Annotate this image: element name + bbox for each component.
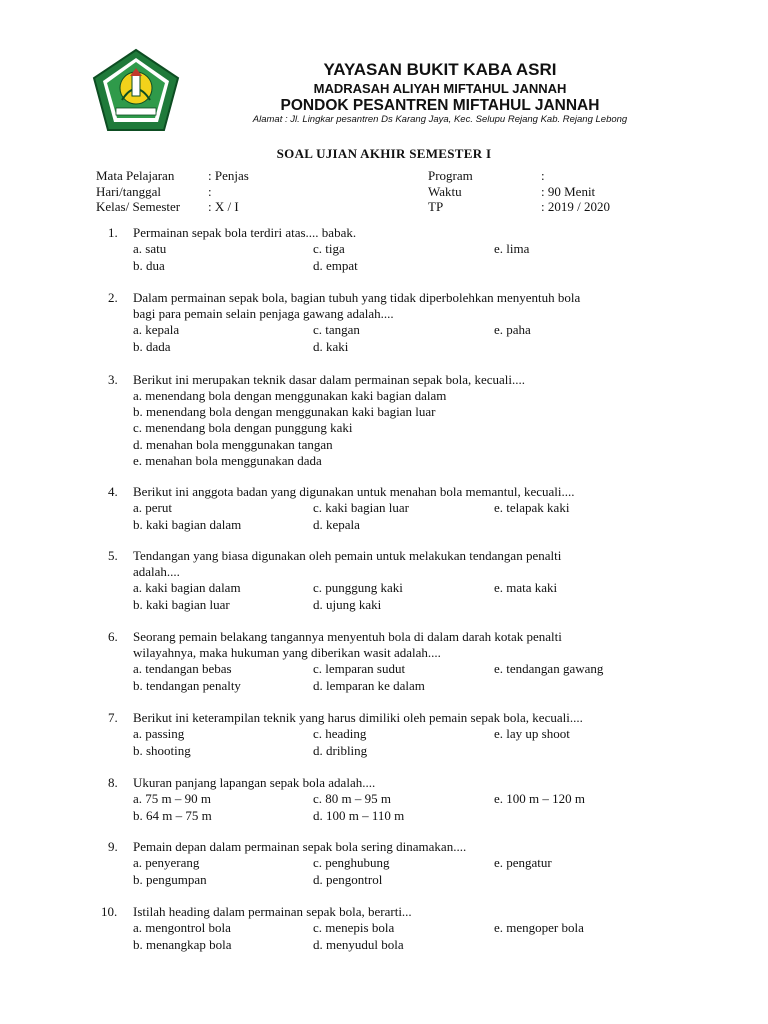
answer-option: c. punggung kaki — [313, 580, 403, 595]
answer-option: d. kaki — [313, 338, 349, 354]
answer-option: a. penyerang — [133, 855, 200, 870]
question-text: Berikut ini keterampilan teknik yang harus dimiliki oleh pemain sepak bola, kecuali.... — [133, 710, 583, 725]
answer-option: b. menangkap bola — [133, 936, 232, 952]
answer-options — [133, 241, 668, 274]
question-number: 5. — [108, 548, 118, 563]
option-row — [133, 855, 668, 872]
answer-option: c. penghubung — [313, 855, 390, 870]
question-text: bagi para pemain selain penjaga gawang adalah.... — [133, 306, 394, 321]
answer-options — [133, 726, 668, 759]
meta-right-value: : 2019 / 2020 — [541, 199, 610, 214]
meta-left-value: : X / I — [208, 199, 239, 214]
answer-option: e. 100 m – 120 m — [494, 791, 585, 806]
answer-option: c. 80 m – 95 m — [313, 791, 391, 806]
answer-option: b. dua — [133, 257, 165, 273]
answer-option: b. kaki bagian dalam — [133, 516, 242, 532]
answer-option: c. heading — [313, 726, 367, 741]
question — [108, 548, 668, 613]
answer-option: b. 64 m – 75 m — [133, 807, 212, 823]
answer-option: d. lemparan ke dalam — [313, 677, 425, 693]
meta-left-value: : — [208, 184, 212, 199]
question — [108, 290, 668, 355]
meta-right-label: Waktu — [428, 184, 462, 199]
option-row — [133, 322, 668, 339]
answer-option: d. menyudul bola — [313, 936, 404, 952]
question-text: Permainan sepak bola terdiri atas.... babak. — [133, 225, 357, 240]
question — [108, 775, 668, 824]
answer-options — [133, 920, 668, 953]
answer-option: d. kepala — [313, 516, 360, 532]
question — [108, 710, 668, 759]
option-row — [133, 678, 668, 695]
answer-options — [133, 322, 668, 355]
answer-option: e. tendangan gawang — [494, 661, 604, 676]
question — [108, 484, 668, 533]
option-row — [133, 241, 668, 258]
answer-option: a. menendang bola dengan menggunakan kaki bagian dalam — [133, 388, 447, 403]
madrasah-name: MADRASAH ALIYAH MIFTAHUL JANNAH — [313, 81, 567, 96]
exam-title: SOAL UJIAN AKHIR SEMESTER I — [276, 146, 492, 161]
question-text: Tendangan yang biasa digunakan oleh pemain untuk melakukan tendangan penalti — [133, 548, 562, 563]
option-row — [133, 791, 668, 808]
answer-option: e. pengatur — [494, 855, 552, 870]
meta-right-label: Program — [428, 168, 473, 183]
answer-option: a. kaki bagian dalam — [133, 580, 241, 595]
address: Alamat : Jl. Lingkar pesantren Ds Karang Jaya, Kec. Selupu Rejang Kab. Rejang Lebong — [252, 114, 628, 125]
answer-option: e. lima — [494, 241, 530, 256]
answer-option: a. mengontrol bola — [133, 920, 231, 935]
option-row — [133, 743, 668, 760]
answer-option: b. pengumpan — [133, 871, 207, 887]
answer-option: c. tangan — [313, 322, 360, 337]
answer-option: e. paha — [494, 322, 531, 337]
question-number: 4. — [108, 484, 118, 499]
answer-option: a. kepala — [133, 322, 180, 337]
question-number: 9. — [108, 839, 118, 854]
question-number: 1. — [108, 225, 118, 240]
option-row — [133, 937, 668, 954]
option-row — [133, 258, 668, 275]
answer-option: c. lemparan sudut — [313, 661, 406, 676]
answer-option: e. mata kaki — [494, 580, 558, 595]
meta-left-label: Hari/tanggal — [96, 184, 161, 199]
answer-option: a. tendangan bebas — [133, 661, 232, 676]
answer-option: d. empat — [313, 257, 358, 273]
question — [108, 225, 668, 274]
question-text: Pemain depan dalam permainan sepak bola sering dinamakan.... — [133, 839, 467, 854]
question-number: 6. — [108, 629, 118, 644]
option-row — [133, 339, 668, 356]
question-text: Berikut ini merupakan teknik dasar dalam permainan sepak bola, kecuali.... — [133, 372, 526, 387]
pesantren-name: PONDOK PESANTREN MIFTAHUL JANNAH — [280, 97, 600, 114]
question — [101, 904, 668, 953]
answer-option: b. tendangan penalty — [133, 677, 241, 693]
meta-left-label: Kelas/ Semester — [96, 199, 181, 214]
answer-option: a. satu — [133, 241, 167, 256]
answer-option: b. menendang bola dengan menggunakan kaki bagian luar — [133, 404, 436, 420]
option-row — [133, 661, 668, 678]
answer-options — [133, 580, 668, 613]
option-row — [133, 580, 668, 597]
letterhead — [0, 0, 768, 140]
option-row — [133, 597, 668, 614]
question-text: adalah.... — [133, 564, 180, 579]
option-row — [133, 726, 668, 743]
answer-options — [133, 855, 668, 888]
question-number: 3. — [108, 372, 118, 387]
foundation-name: YAYASAN BUKIT KABA ASRI — [323, 60, 557, 79]
answer-option: b. kaki bagian luar — [133, 596, 230, 612]
question-text: Dalam permainan sepak bola, bagian tubuh yang tidak diperbolehkan menyentuh bola — [133, 290, 581, 305]
meta-right-value: : 90 Menit — [541, 184, 596, 199]
question-text: Istilah heading dalam permainan sepak bola, berarti... — [133, 904, 412, 919]
option-row — [133, 500, 668, 517]
question-number: 8. — [108, 775, 118, 790]
answer-option: b. dada — [133, 338, 171, 354]
answer-option: e. menahan bola menggunakan dada — [133, 452, 322, 468]
question — [108, 839, 668, 888]
answer-options — [133, 388, 668, 469]
answer-option: d. menahan bola menggunakan tangan — [133, 436, 333, 452]
question-number: 7. — [108, 710, 118, 725]
answer-option: b. shooting — [133, 742, 191, 758]
question-text: Berikut ini anggota badan yang digunakan untuk menahan bola memantul, kecuali.... — [133, 484, 575, 499]
question-number: 10. — [101, 904, 118, 919]
meta-left-label: Mata Pelajaran — [96, 168, 175, 183]
answer-option: c. menendang bola dengan punggung kaki — [133, 420, 353, 436]
question-text: wilayahnya, maka hukuman yang diberikan wasit adalah.... — [133, 645, 441, 660]
answer-option: a. perut — [133, 500, 172, 515]
answer-option: c. tiga — [313, 241, 345, 256]
answer-option: d. pengontrol — [313, 871, 383, 887]
question-number: 2. — [108, 290, 118, 305]
answer-option: e. telapak kaki — [494, 500, 570, 515]
meta-left-value: : Penjas — [208, 168, 249, 183]
option-row — [133, 517, 668, 534]
school-logo-icon — [92, 48, 180, 132]
answer-options — [133, 500, 668, 533]
answer-option: d. ujung kaki — [313, 596, 382, 612]
question-text: Ukuran panjang lapangan sepak bola adalah.... — [133, 775, 376, 790]
meta-right-label: TP — [428, 199, 444, 214]
answer-option: e. lay up shoot — [494, 726, 570, 741]
question — [108, 629, 668, 694]
answer-option: e. mengoper bola — [494, 920, 584, 935]
option-row — [133, 920, 668, 937]
answer-options — [133, 791, 668, 824]
answer-option: d. dribling — [313, 742, 368, 758]
answer-options — [133, 661, 668, 694]
answer-option: c. menepis bola — [313, 920, 395, 935]
meta-right-value: : — [541, 168, 545, 183]
answer-option: d. 100 m – 110 m — [313, 807, 405, 823]
option-row — [133, 808, 668, 825]
question-text: Seorang pemain belakang tangannya menyentuh bola di dalam darah kotak penalti — [133, 629, 562, 644]
option-row — [133, 872, 668, 889]
question — [108, 372, 668, 469]
answer-option: c. kaki bagian luar — [313, 500, 410, 515]
answer-option: a. 75 m – 90 m — [133, 791, 211, 806]
answer-option: a. passing — [133, 726, 185, 741]
